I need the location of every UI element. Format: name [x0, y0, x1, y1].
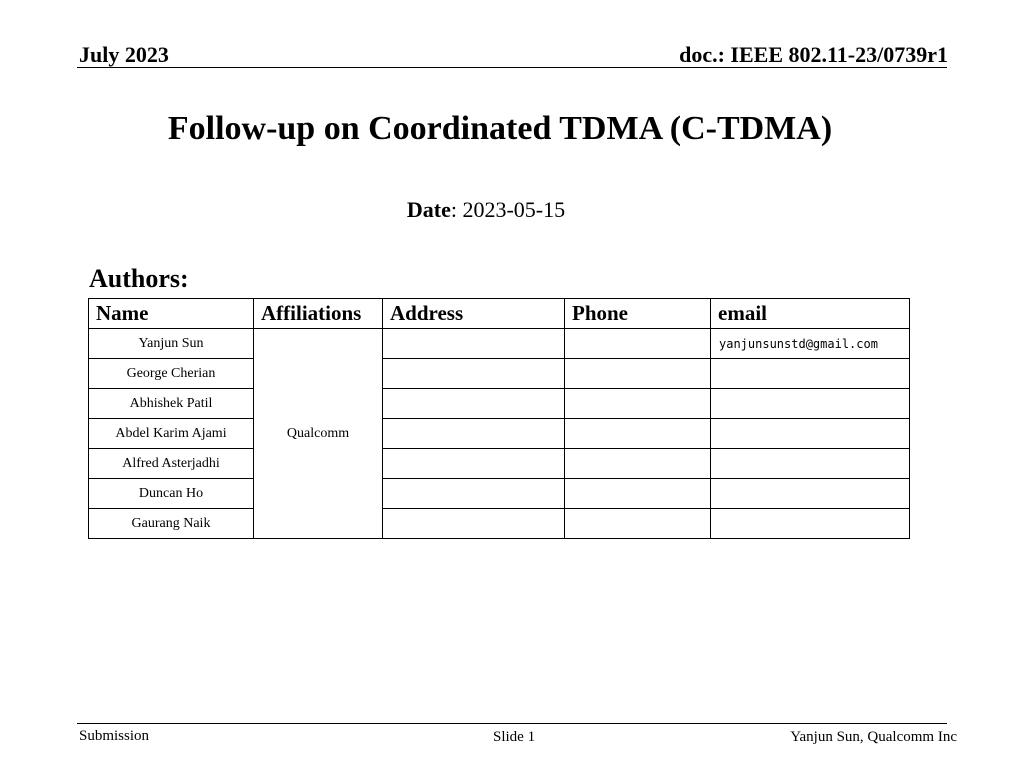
author-name: Abhishek Patil [89, 389, 254, 419]
footer-divider [77, 723, 947, 724]
footer-submission: Submission [79, 728, 150, 744]
author-email [711, 449, 910, 479]
author-address [383, 329, 565, 359]
author-email [711, 509, 910, 539]
authors-table [88, 298, 910, 539]
author-address [383, 449, 565, 479]
author-phone [565, 479, 711, 509]
header-address: Address [383, 299, 565, 329]
author-address [383, 389, 565, 419]
author-address [383, 509, 565, 539]
header-divider [77, 67, 947, 68]
author-phone [565, 359, 711, 389]
author-address [383, 359, 565, 389]
footer-slide-number: Slide 1 [493, 729, 536, 745]
author-name: Duncan Ho [89, 479, 254, 509]
table-row [89, 509, 910, 539]
table-row [89, 329, 910, 359]
author-address [383, 479, 565, 509]
table-row [89, 479, 910, 509]
date-value: 2023-05-15 [456, 197, 566, 222]
header-email: email [711, 299, 910, 329]
author-email [711, 389, 910, 419]
table-row [89, 449, 910, 479]
author-name: Alfred Asterjadhi [89, 449, 254, 479]
author-email [711, 359, 910, 389]
table-row [89, 419, 910, 449]
date-label: Date [406, 197, 451, 222]
author-phone [565, 389, 711, 419]
author-address [383, 419, 565, 449]
header-date: July 2023 [79, 42, 169, 67]
author-email [711, 419, 910, 449]
table-row [89, 359, 910, 389]
header-affiliations: Affiliations [254, 299, 383, 329]
author-phone [565, 509, 711, 539]
author-email[interactable]: yanjunsunstd@gmail.com [711, 329, 910, 359]
author-name: Abdel Karim Ajami [89, 419, 254, 449]
date-line [0, 197, 972, 223]
date-separator: : [450, 197, 457, 222]
footer-author: Yanjun Sun, Qualcomm Inc [790, 729, 957, 745]
table-row [89, 389, 910, 419]
author-affiliation: Qualcomm [254, 329, 383, 539]
header-doc-id: doc.: IEEE 802.11-23/0739r1 [679, 42, 948, 67]
author-name: Yanjun Sun [89, 329, 254, 359]
table-header-row [89, 299, 910, 329]
authors-heading: Authors: [89, 264, 189, 293]
header-name: Name [89, 299, 254, 329]
slide-title: Follow-up on Coordinated TDMA (C-TDMA) [167, 110, 833, 147]
header-phone: Phone [565, 299, 711, 329]
author-name: George Cherian [89, 359, 254, 389]
author-phone [565, 329, 711, 359]
author-phone [565, 419, 711, 449]
author-email [711, 479, 910, 509]
author-name: Gaurang Naik [89, 509, 254, 539]
author-phone [565, 449, 711, 479]
